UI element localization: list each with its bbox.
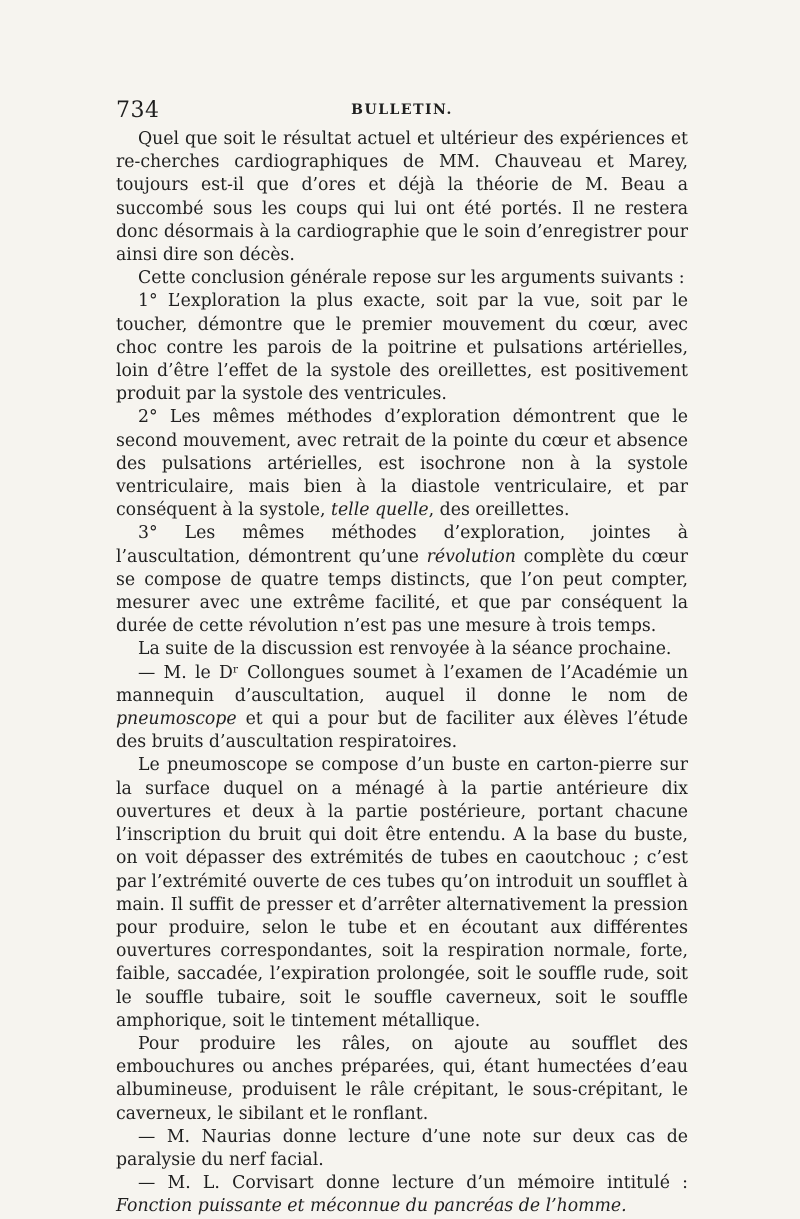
text-run: complète du cœur se compose de quatre temps distincts, que l’on peut compter, mesurer avec une extrême facilité, et que par conséquent la durée de cette révolution n’est pas une mesure à trois temps. xyxy=(116,546,688,637)
paragraph-conclusion: Cette conclusion générale repose sur les arguments suivants : xyxy=(138,268,685,289)
paragraph-argument-2 xyxy=(116,406,688,522)
paragraph-discussion: La suite de la discussion est renvoyée à la séance prochaine. xyxy=(138,639,672,660)
paragraph-argument-3 xyxy=(116,522,688,638)
text-run: et qui a pour but de faciliter aux élèves l’étude des bruits d’auscultation respiratoires. xyxy=(116,709,688,753)
paragraph-cardiographie: Quel que soit le résultat actuel et ultérieur des expériences et re-cherches cardiographiques de MM. Chauveau et Marey, toujours est-il que d’ores et déjà la théorie de M. Beau a succombé sous les coups qui lui ont été portés. Il ne restera donc désormais à la cardiographie que le soin d’enregistrer pour ainsi dire son décès. xyxy=(116,129,688,266)
text-run: — M. L. Corvisart donne lecture d’un mémoire intitulé : xyxy=(138,1173,688,1194)
page-header xyxy=(116,98,688,128)
paragraph-rales: Pour produire les râles, on ajoute au soufflet des embouchures ou anches préparées, qui, étant humectées d’eau albumineuse, produisent le râle crépitant, le sous-crépitant, le caverneux, le sibilant et le ronflant. xyxy=(116,1033,688,1124)
italic-run: Fonction puissante et méconnue du pancréas de l’homme. xyxy=(116,1196,627,1217)
body-text xyxy=(116,128,688,1219)
paragraph-naurias: — M. Naurias donne lecture d’une note sur deux cas de paralysie du nerf facial. xyxy=(116,1126,688,1170)
italic-run: pneumoscope xyxy=(116,709,237,730)
paragraph-corvisart xyxy=(116,1172,688,1218)
text-run: 3° Les mêmes méthodes d’exploration, jointes à l’auscultation, démontrent qu’une xyxy=(116,523,688,567)
paragraph-argument-1: 1° L’exploration la plus exacte, soit par la vue, soit par le toucher, démontre que le premier mouvement du cœur, avec choc contre les parois de la poitrine et pulsations artérielles, loin d’être l’effet de la systole des oreillettes, est positivement produit par la systole des ventricules. xyxy=(116,291,688,405)
paragraph-pneumoscope: Le pneumoscope se compose d’un buste en carton-pierre sur la surface duquel on a ménagé à la partie antérieure dix ouvertures et deux à la partie postérieure, portant chacune l’inscription du bruit qui doit être entendu. A la base du buste, on voit dépasser des extrémités de tubes en caoutchouc ; c’est par l’extrémité ouverte de ces tubes qu’on introduit un soufflet à main. Il suffit de presser et d’arrêter alternativement la pression pour produire, selon le tube et en écoutant aux différentes ouvertures correspondantes, soit la respiration normale, forte, faible, saccadée, l’expiration prolongée, soit le souffle rude, soit le souffle tubaire, soit le souffle caverneux, soit le souffle amphorique, soit le tintement métallique. xyxy=(116,755,688,1031)
italic-run: révolution xyxy=(426,546,516,567)
text-run: 2° Les mêmes méthodes d’exploration démontrent que le second mouvement, avec retrait de la pointe du cœur et absence des pulsations artérielles, est isochrone non à la systole ventriculaire, mais bien à la diastole ventriculaire, et par conséquent à la systole, xyxy=(116,407,688,521)
paragraph-collongues xyxy=(116,662,688,755)
italic-run: telle quelle xyxy=(331,500,429,521)
text-run: , des oreillettes. xyxy=(428,500,570,521)
text-run: — M. le Dʳ Collongues soumet à l’examen de l’Académie un mannequin d’auscultation, auquel il donne le nom de xyxy=(116,662,688,706)
running-head: BULLETIN. xyxy=(351,102,453,118)
page-number: 734 xyxy=(116,98,160,123)
